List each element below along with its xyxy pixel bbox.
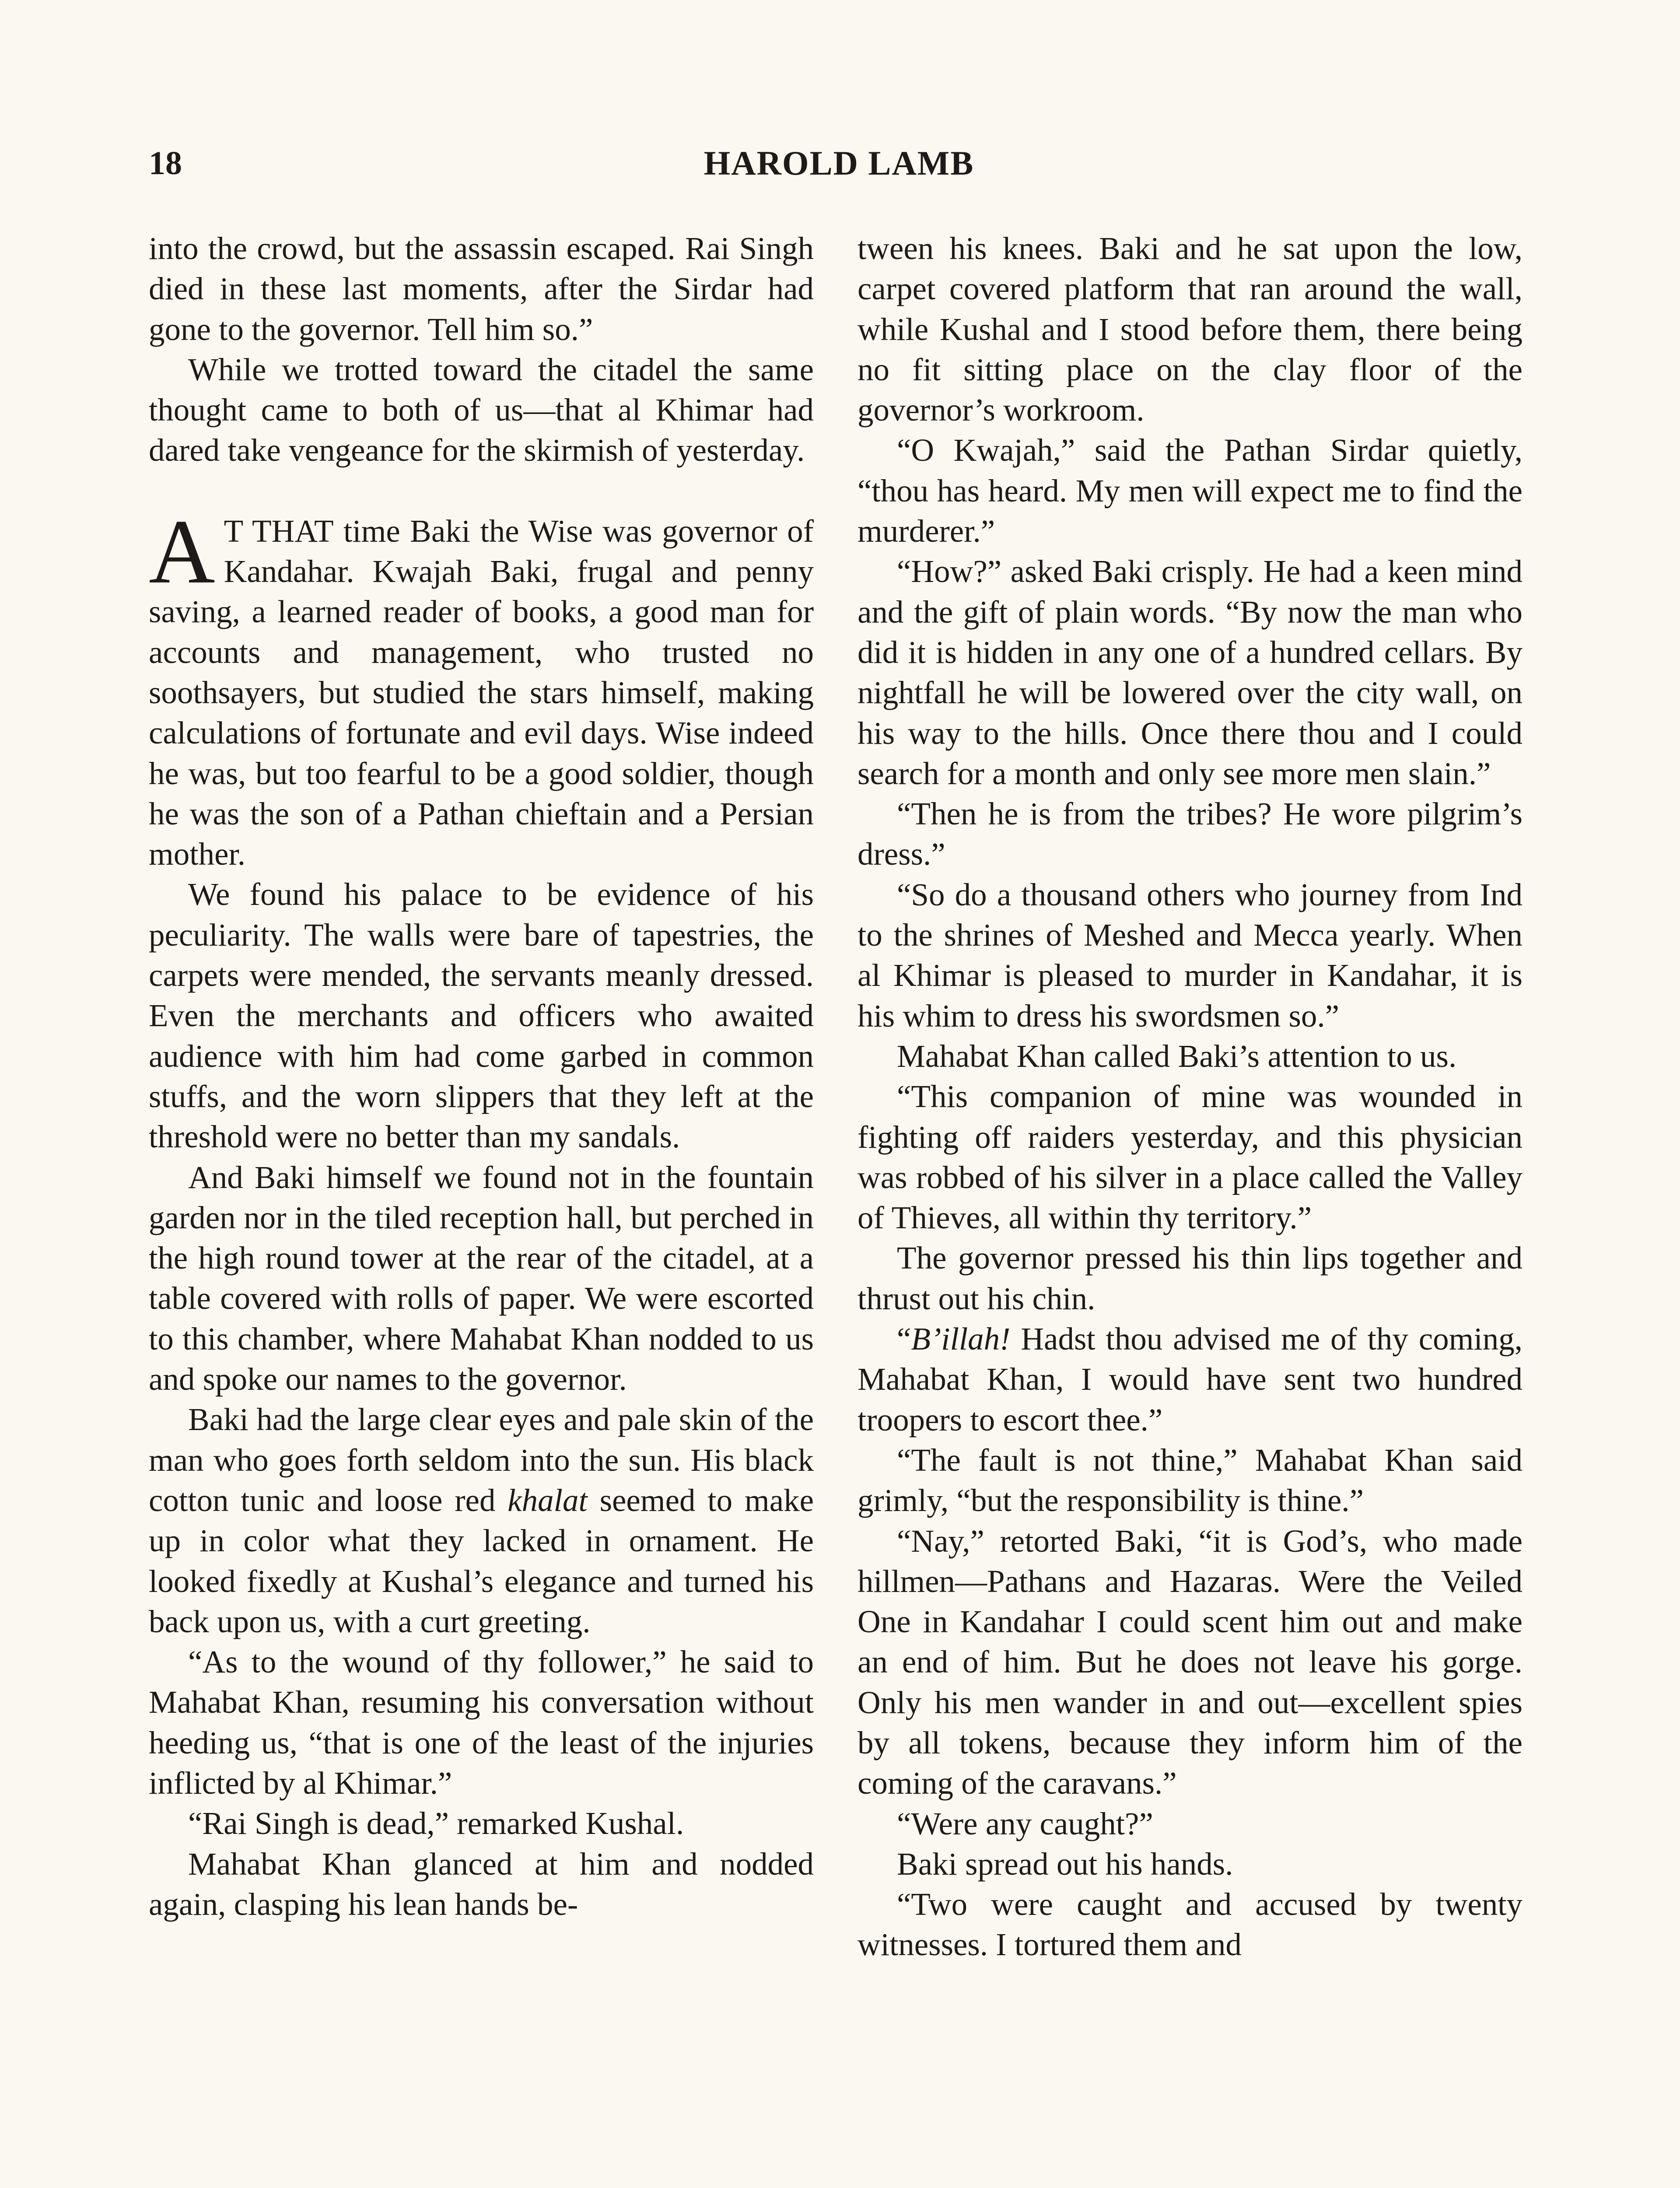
- paragraph: “The fault is not thine,” Mahabat Khan said grimly, “but the responsibility is thine.”: [858, 1442, 1522, 1518]
- paragraph-text: “: [897, 1321, 911, 1357]
- paragraph-text: time Baki the Wise was governor of Kandahar. Kwajah Baki, frugal and penny saving, a learned reader of books, a good man for accounts and management, who trusted no soothsayers, but studied the stars himself, making calculations of fortunate and evil days. Wise indeed he was, but too fearful to be a good soldier, though he was the son of a Pathan chieftain and a Persian mother.: [149, 513, 814, 872]
- paragraph: Baki spread out his hands.: [897, 1846, 1233, 1882]
- running-head: HAROLD LAMB: [704, 144, 974, 182]
- paragraph: into the crowd, but the assassin escaped. Rai Singh died in these last moments, after the Sirdar had gone to the governor. Tell him so.”: [149, 231, 814, 347]
- left-column: [149, 228, 814, 1925]
- paragraph: “Then he is from the tribes? He wore pilgrim’s dress.”: [858, 796, 1522, 872]
- drop-cap: A: [149, 501, 215, 603]
- lead-in: T THAT: [224, 513, 334, 549]
- paragraph: “Nay,” retorted Baki, “it is God’s, who made hillmen—Pathans and Hazaras. Were the Veiled One in Kandahar I could scent him out and make an end of him. But he does not leave his gorge. Only his men wander in and out—excellent spies by all tokens, because they inform him of the coming of the caravans.”: [858, 1523, 1522, 1801]
- paragraph: [858, 1319, 1522, 1440]
- paragraph: tween his knees. Baki and he sat upon the low, carpet covered platform that ran around the wall, while Kushal and I stood before them, there being no fit sitting place on the clay floor of the governor’s workroom.: [858, 231, 1522, 428]
- paragraph: “How?” asked Baki crisply. He had a keen mind and the gift of plain words. “By now the man who did it is hidden in any one of a hundred cellars. By nightfall he will be lowered over the city wall, on his way to the hills. Once there thou and I could search for a month and only see more men slain.”: [858, 554, 1522, 791]
- paragraph: “So do a thousand others who journey from Ind to the shrines of Meshed and Mecca yearly. When al Khimar is pleased to murder in Kandahar, it is his whim to dress his swordsmen so.”: [858, 877, 1522, 1034]
- section-opening-paragraph: [149, 501, 814, 875]
- paragraph: “O Kwajah,” said the Pathan Sirdar quietly, “thou has heard. My men will expect me to find the murderer.”: [858, 432, 1522, 549]
- paragraph: Mahabat Khan called Baki’s attention to us.: [897, 1038, 1457, 1074]
- italic-word: B’illah!: [911, 1321, 1011, 1357]
- paragraph: “This companion of mine was wounded in fighting off raiders yesterday, and this physician was robbed of his silver in a place called the Valley of Thieves, all within thy territory.”: [858, 1079, 1522, 1236]
- paragraph: Mahabat Khan glanced at him and nodded again, clasping his lean hands be-: [149, 1846, 814, 1922]
- paragraph: “Two were caught and accused by twenty witnesses. I tortured them and: [858, 1886, 1522, 1963]
- paragraph-text: seemed to make up in color what they lacked in ornament. He looked fixedly at Kushal’s elegance and turned his back upon us, with a curt greeting.: [149, 1482, 814, 1639]
- paragraph-text: Hadst thou advised me of thy coming, Mahabat Khan, I would have sent two hundred troopers to escort thee.”: [858, 1321, 1522, 1438]
- paragraph: “Were any caught?”: [897, 1806, 1153, 1841]
- paragraph: And Baki himself we found not in the fountain garden nor in the tiled reception hall, but perched in the high round tower at the rear of the citadel, at a table covered with rolls of paper. We were escorted to this chamber, where Mahabat Khan nodded to us and spoke our names to the governor.: [149, 1159, 814, 1397]
- section-break: [149, 471, 814, 511]
- right-column: [858, 228, 1522, 1965]
- paragraph: We found his palace to be evidence of his peculiarity. The walls were bare of tapestries, the carpets were mended, the servants meanly dressed. Even the merchants and officers who awaited audience with him had come garbed in common stuffs, and the worn slippers that they left at the threshold were no better than my sandals.: [149, 877, 814, 1155]
- italic-word: khalat: [508, 1482, 588, 1518]
- paragraph: “Rai Singh is dead,” remarked Kushal.: [188, 1806, 684, 1841]
- paragraph-text: Baki had the large clear eyes and pale skin of the man who goes forth seldom into the sun. His black cotton tunic and loose red: [149, 1402, 814, 1518]
- page-number: 18: [149, 145, 182, 182]
- paragraph: While we trotted toward the citadel the same thought came to both of us—that al Khimar had dared take vengeance for the skirmish of yesterday.: [149, 351, 814, 468]
- paragraph: The governor pressed his thin lips together and thrust out his chin.: [858, 1240, 1522, 1316]
- paragraph: “As to the wound of thy follower,” he said to Mahabat Khan, resuming his conversation without heeding us, “that is one of the least of the injuries inflicted by al Khimar.”: [149, 1644, 814, 1801]
- page-header: [149, 139, 1529, 187]
- paragraph: [149, 1399, 814, 1642]
